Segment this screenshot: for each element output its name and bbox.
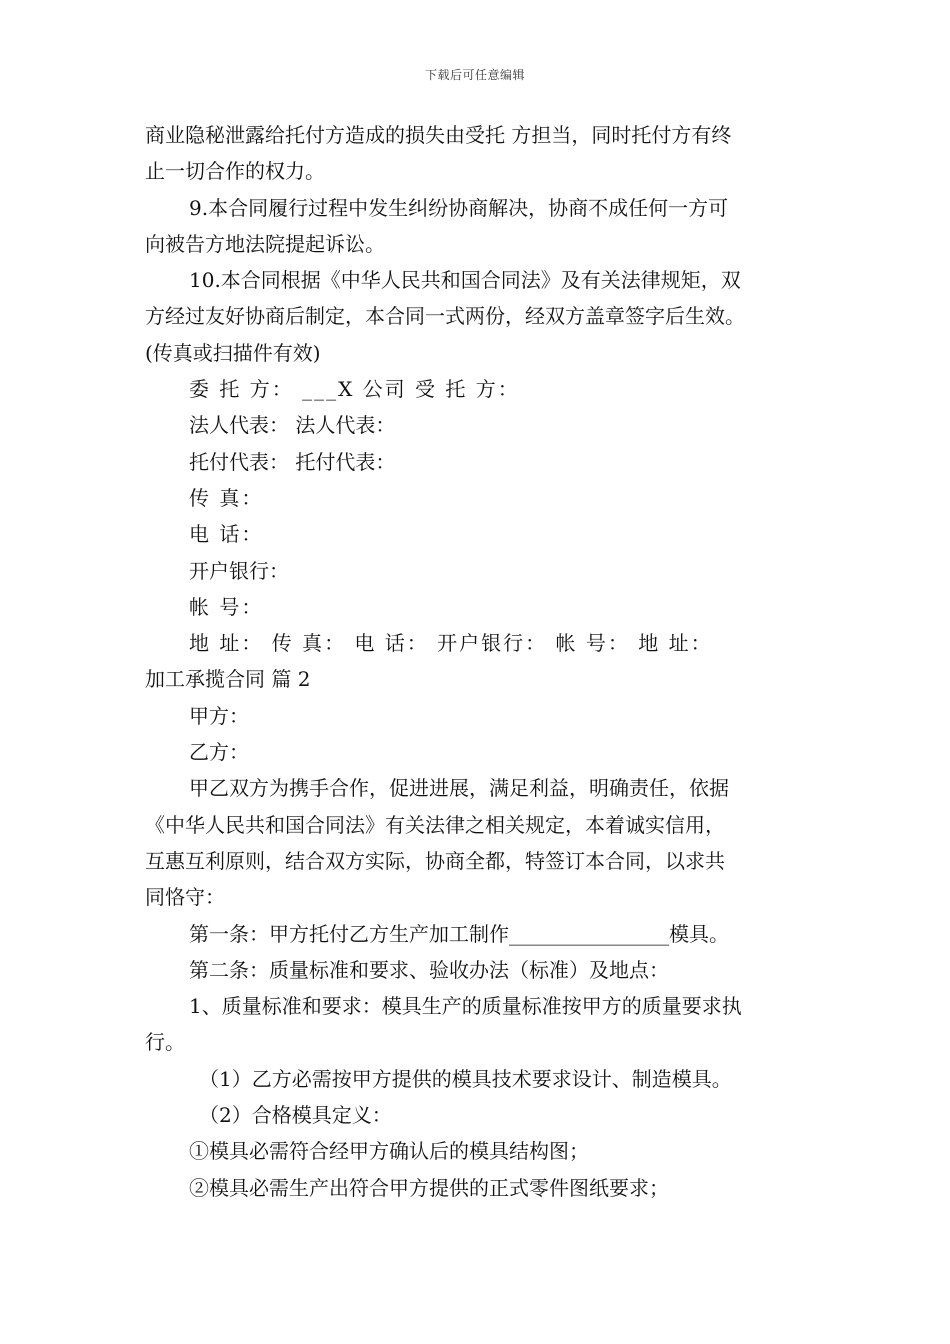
text-line: 10.本合同根据《中华人民共和国合同法》及有关法律规矩，双 [189, 268, 741, 293]
phone-line: 电 话： [189, 522, 264, 547]
text-line: （2）合格模具定义： [199, 1103, 392, 1128]
text-line: 甲乙双方为携手合作，促进进展，满足利益，明确责任，依据 [189, 776, 729, 801]
party-a-line: 甲方： [189, 703, 249, 728]
text-line: 1、质量标准和要求：模具生产的质量标准按甲方的质量要求执 [189, 994, 742, 1019]
text-line: 同恪守： [145, 885, 225, 910]
text-line: 9.本合同履行过程中发生纠纷协商解决，协商不成任何一方可 [189, 195, 729, 220]
text-line: 《中华人民共和国合同法》有关法律之相关规定，本着诚实信用， [145, 812, 725, 837]
agent-rep-line: 托付代表： 托付代表： [189, 449, 396, 474]
section-title: 加工承揽合同 篇 2 [145, 667, 311, 692]
text-line: ②模具必需生产出符合甲方提供的正式零件图纸要求； [189, 1175, 669, 1200]
account-line: 帐 号： [189, 594, 264, 619]
text-line: (传真或扫描件有效) [145, 340, 321, 365]
article-2-line: 第二条：质量标准和要求、验收办法（标准）及地点： [189, 957, 669, 982]
document-body [145, 117, 825, 1206]
text-line: 互惠互利原则，结合双方实际，协商全都，特签订本合同，以求共 [145, 848, 725, 873]
text-line: 商业隐秘泄露给托付方造成的损失由受托 方担当，同时托付方有终 [145, 123, 732, 147]
signature-party-line: 委 托 方： ___X 公司 受 托 方： [189, 377, 520, 402]
text-line: ①模具必需符合经甲方确认后的模具结构图； [189, 1139, 589, 1164]
text-line: （1）乙方必需按甲方提供的模具技术要求设计、制造模具。 [199, 1066, 732, 1091]
text-line: 行。 [145, 1030, 185, 1055]
article-1-line: 第一条：甲方托付乙方生产加工制作________________模具。 [189, 921, 729, 946]
page-header: 下载后可任意编辑 [424, 68, 525, 82]
legal-rep-line: 法人代表： 法人代表： [189, 413, 396, 438]
party-b-line: 乙方： [189, 740, 249, 765]
fax-line: 传 真： [189, 485, 264, 510]
text-line: 止一切合作的权力。 [145, 159, 325, 184]
text-line: 向被告方地法院提起诉讼。 [145, 231, 385, 256]
bank-line: 开户银行： [189, 558, 289, 583]
address-contacts-line: 地 址： 传 真： 电 话： 开户银行： 帐 号： 地 址： [189, 631, 713, 656]
text-line: 方经过友好协商后制定，本合同一式两份，经双方盖章签字后生效。 [145, 304, 745, 329]
